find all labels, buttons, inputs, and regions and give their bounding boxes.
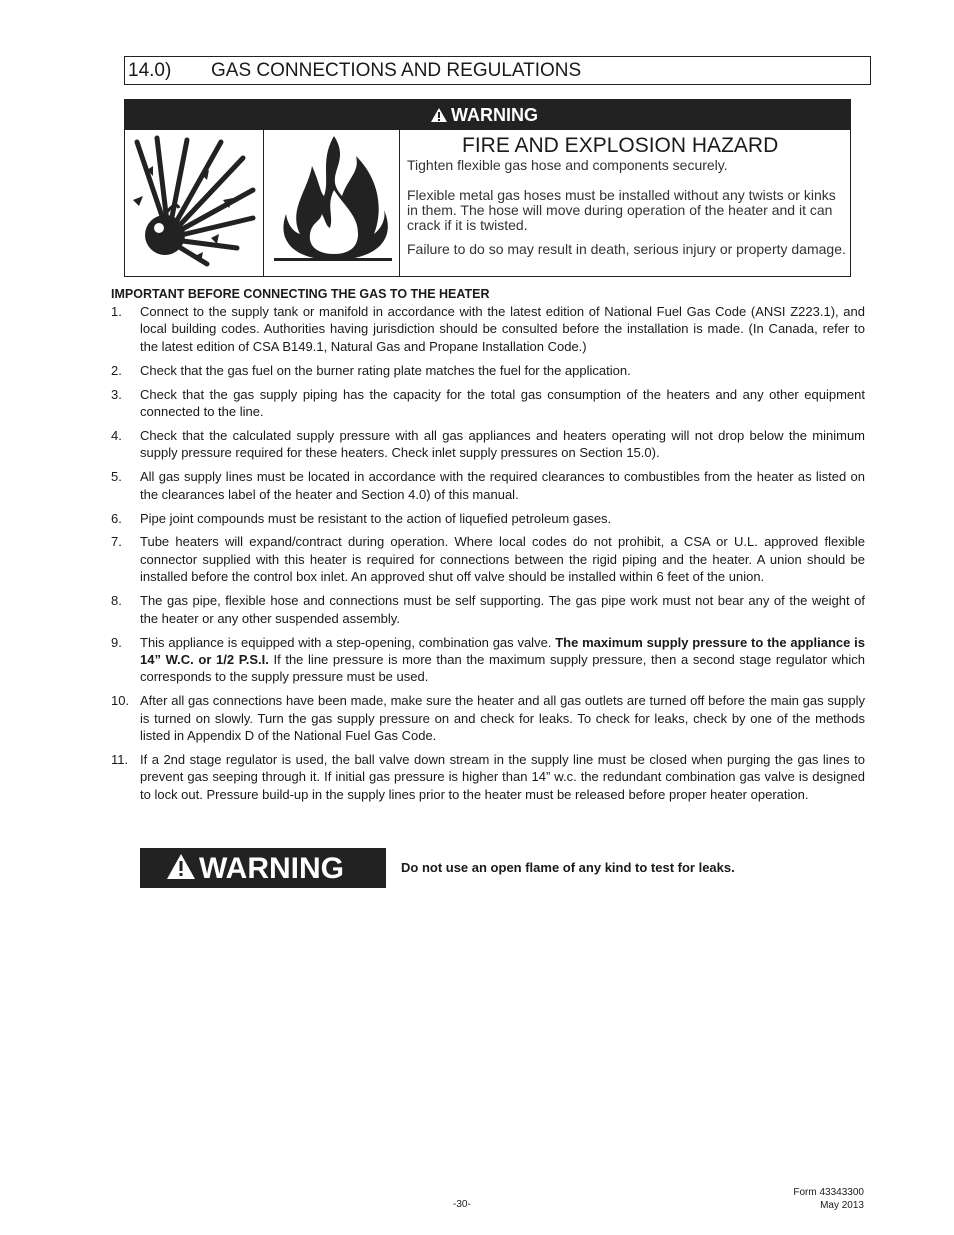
list-item [111,362,865,379]
item-number: 8. [111,593,122,609]
warning-banner-label: WARNING [199,852,344,885]
item-number: 10. [111,693,130,709]
item-number: 2. [111,362,122,378]
section-number: 14.0) [128,60,172,81]
warning-paragraph: Failure to do so may result in death, serious injury or property damage. [407,241,846,257]
item-number: 4. [111,427,122,443]
flame-icon [264,130,399,276]
section-heading [124,56,871,85]
flame-pictogram [264,130,400,276]
warning-box [124,99,851,277]
instructions-list [111,303,865,810]
section-title: GAS CONNECTIONS AND REGULATIONS [211,60,582,81]
item-text: All gas supply lines must be located in accordance with the required clearances to combustibles from the heater as listed on the clearances label of the heater and Section 4.0) of this manual. [140,469,865,502]
warning-header [125,100,850,130]
item-text: This appliance is equipped with a step-opening, combination gas valve. [140,634,556,650]
item-text: Connect to the supply tank or manifold in accordance with the latest edition of National Fuel Gas Code (ANSI Z223.1), and local building codes. Authorities having jurisdiction should be consulted before the installation is made. (In Canada, refer to the latest edition of CSA B149.1, Natural Gas and Propane Installation Code.) [140,304,865,354]
item-number: 6. [111,510,122,526]
list-item [111,592,865,627]
item-text: If a 2nd stage regulator is used, the ball valve down stream in the supply line must be closed when purging the gas lines to prevent gas seeping through it. If initial gas pressure is higher than 14” w.c. the redundant combination gas valve is designed to lock out. Pressure build-up in the supply lines prior to the heater must be released before proper heater operation. [140,751,865,802]
list-item [111,303,865,355]
list-item [111,468,865,503]
item-text: Check that the gas supply piping has the capacity for the total gas consumption of the heaters and any other equipment connected to the line. [140,386,865,420]
warning-paragraph: Flexible metal gas hoses must be installed without any twists or kinks in them. The hose will move during operation of the heater and it can crack if it is twisted. [407,187,836,233]
item-text: Pipe joint compounds must be resistant to the action of liquefied petroleum gases. [140,510,612,526]
list-item [111,386,865,421]
form-number: Form 43343300 [793,1187,864,1198]
item-number: 5. [111,469,122,485]
item-number: 3. [111,386,122,402]
hazard-title: FIRE AND EXPLOSION HAZARD [462,134,779,157]
important-heading: IMPORTANT BEFORE CONNECTING THE GAS TO THE HEATER [111,287,490,301]
warning-paragraph: Tighten flexible gas hose and components securely. [407,157,728,173]
item-text: The gas pipe, flexible hose and connections must be self supporting. The gas pipe work must not bear any of the weight of the heater or any other suspended assembly. [140,593,865,626]
warning-banner [140,848,386,888]
item-number: 1. [111,304,122,319]
item-number: 9. [111,634,122,650]
list-item [111,751,865,803]
warning-triangle-icon [430,107,448,123]
item-text: Check that the calculated supply pressure with all gas appliances and heaters operating will not drop below the minimum supply pressure required for these heaters. Check inlet supply pressures on Section 15.0). [140,427,865,461]
item-number: 11. [111,751,129,767]
warning-note: Do not use an open flame of any kind to test for leaks. [401,860,735,875]
list-item [111,634,865,686]
item-text: If the line pressure is more than the maximum supply pressure, then a second stage regulator which corresponds to the supply pressure must be used. [140,651,865,685]
item-emphasis: The maximum supply pressure to the appliance is 14” W.C. or 1/2 P.S.I. [140,634,865,667]
warning-triangle-icon [166,853,196,880]
list-item [111,427,865,462]
page-number: -30- [453,1199,471,1210]
list-item [111,510,865,527]
list-item [111,533,865,585]
item-text: After all gas connections have been made, make sure the heater and all gas outlets are turned off before the main gas supply is turned on slowly. Turn the gas supply pressure on and check for leaks. To check for leaks, check by one of the methods listed in Appendix D of the National Fuel Gas Code. [140,693,865,744]
explosion-pictogram [125,130,264,276]
item-number: 7. [111,534,122,550]
warning-header-label: WARNING [451,105,538,125]
form-date: May 2013 [820,1200,864,1211]
item-text: Tube heaters will expand/contract during operation. Where local codes do not prohibit, a CSA or U.L. approved flexible connector supplied with this heater is required for connections between the rigid piping and the heater. A union should be installed before the control box inlet. An approved shut off valve should be installed within 6 feet of the union. [140,534,865,585]
footer-form-info [793,1186,864,1212]
explosion-icon [125,130,263,276]
list-item [111,692,865,744]
item-text: Check that the gas fuel on the burner rating plate matches the fuel for the application. [140,362,631,378]
